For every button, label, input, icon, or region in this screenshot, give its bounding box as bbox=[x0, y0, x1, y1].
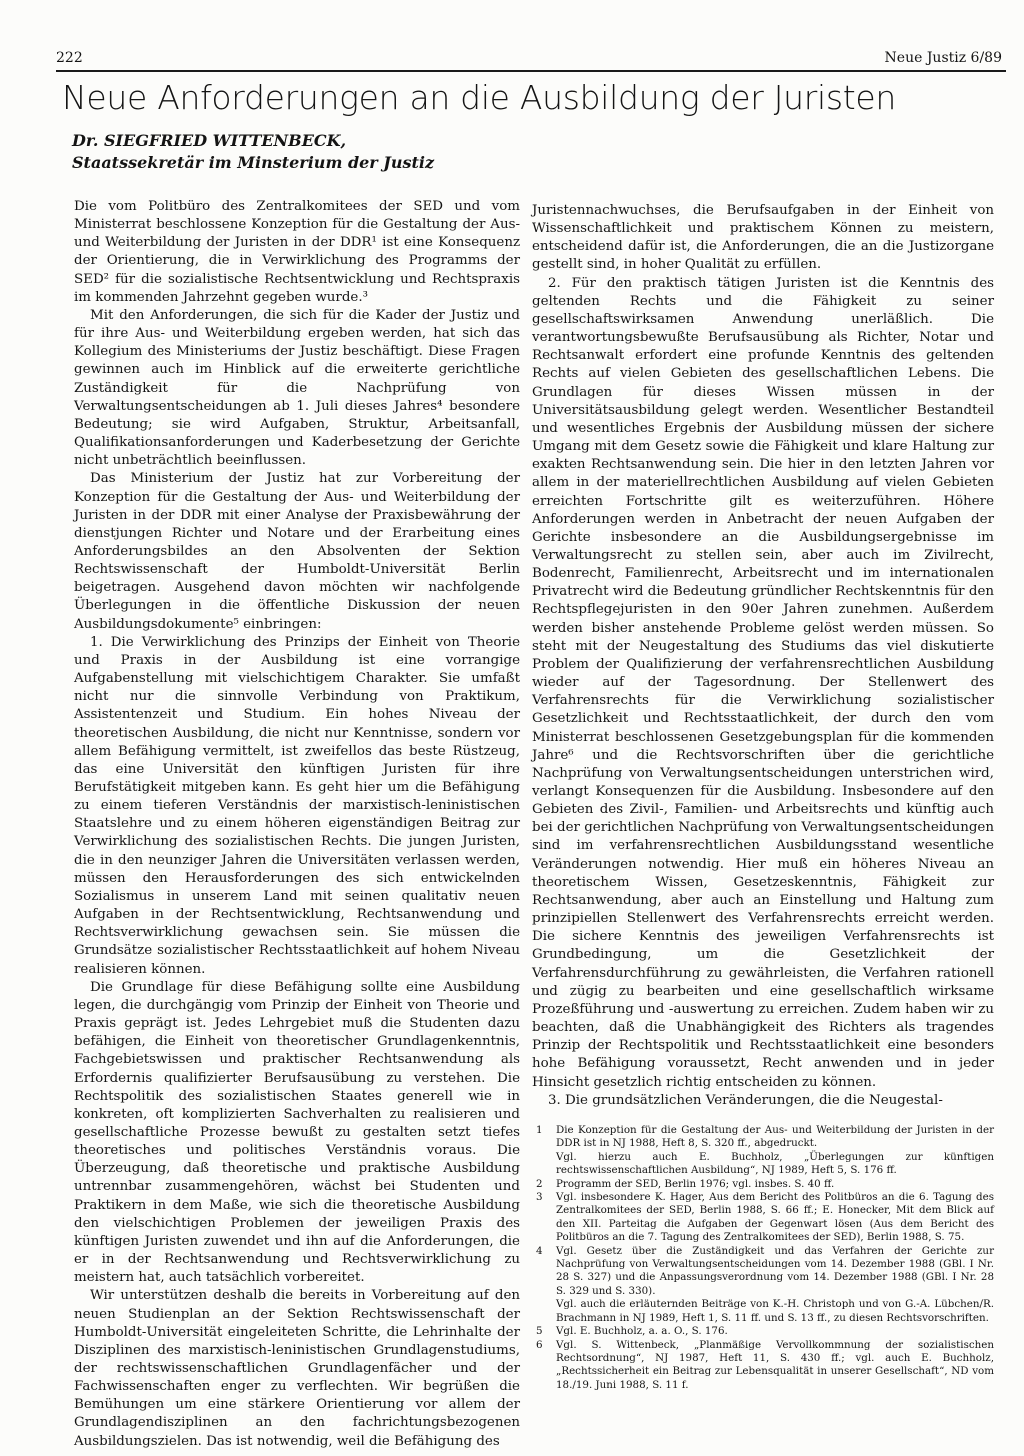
footnote bbox=[532, 1325, 994, 1338]
author-block bbox=[72, 130, 434, 174]
left-column bbox=[74, 198, 520, 1451]
footnote-text: Die Konzeption für die Gestaltung der Aus- und Weiterbildung der Juristen in der DDR ist in NJ 1988, Heft 8, S. 320 ff., abgedruckt. bbox=[556, 1124, 994, 1150]
footnotes bbox=[532, 1124, 994, 1392]
footnote-number: 4 bbox=[536, 1244, 543, 1257]
paragraph: 3. Die grundsätzlichen Veränderungen, die die Neugestal- bbox=[548, 1092, 943, 1108]
journal-issue: Neue Justiz 6/89 bbox=[884, 50, 1002, 66]
paragraph: 2. Für den praktisch tätigen Juristen ist die Kenntnis des geltenden Rechts und die Fähigkeit zu seiner gesellschaftswirksamen Anwendung unerläßlich. Die verantwortungsbewußte Berufsausübung als Richter, Notar und Rechtsanwalt erfordert eine profunde Kenntnis des geltenden Rechts auf vielen Gebieten des gesellschaftlichen Lebens. Die Grundlagen für dieses Wissen müssen in der Universitätsausbildung gelegt werden. Wesentlicher Bestandteil und wesentliches Ergebnis der Ausbildung müssen der sichere Umgang mit dem Gesetz sowie die Fähigkeit und klare Haltung zur exakten Rechtsanwendung sein. Die hier in den letzten Jahren vor allem in der materiellrechtlichen Ausbildung auf vielen Gebieten erreichten Fortschritte gilt es weiterzuführen. Höhere Anforderungen werden in Anbetracht der neuen Aufgaben der Gerichte insbesondere an die Ausbildungsergebnisse im Verwaltungsrecht zu stellen sein, aber auch im Zivilrecht, Bodenrecht, Familienrecht, Arbeitsrecht und im internationalen Privatrecht wird die Bedeutung gründlicher Rechtskenntnis für den Rechtspflegejuristen in den 90er Jahren zunehmen. Außerdem werden bisher anstehende Probleme gelöst werden müssen. So steht mit der Neugestaltung des Studiums das viel diskutierte Problem der Qualifizierung der verfahrensrechtlichen Ausbildung wieder auf der Tagesordnung. Der Stellenwert des Verfahrensrechts für die Verwirklichung sozialistischer Gesetzlichkeit und Rechtsstaatlichkeit, der durch den vom Ministerrat beschlossenen Gesetzgebungsplan für die kommenden Jahre⁶ und die Rechtsvorschriften über die gerichtliche Nachprüfung von Verwaltungsentscheidungen unterstrichen wird, verlangt Konsequenzen für die Ausbildung. Insbesondere auf den Gebieten des Zivil-, Familien- und Arbeitsrechts und künftig auch bei der gerichtlichen Nachprüfung von Verwaltungsentscheidungen sind im verfahrensrechtlichen Ausbildungsstand wesentliche Veränderungen notwendig. Hier muß ein höheres Niveau an theoretischem Wissen, Gesetzeskenntnis, Fähigkeit zur Rechtsanwendung, aber auch an Einstellung und Haltung zum prinzipiellen Stellenwert des Verfahrensrechts erreicht werden. Die sichere Kenntnis des jeweiligen Verfahrensrechts ist Grundbedingung, um die Gesetzlichkeit der Verfahrensdurchführung zu gewährleisten, die Verfahren rationell und zügig zu bearbeiten und eine gesellschaftlich wirksame Prozeßführung und -auswertung zu erreichen. Zudem haben wir zu beachten, daß die Unabhängigkeit des Richters als tragendes Prinzip der Rechtspolitik und Rechtsstaatlichkeit eine besonders hohe Befähigung voraussetzt, Recht anwenden und in jeder Hinsicht gesetzlich richtig entscheiden zu können. bbox=[532, 275, 994, 1090]
paragraph: Mit den Anforderungen, die sich für die Kader der Justiz und für ihre Aus- und Weiterbildung ergeben werden, hat sich das Kollegium des Ministeriums der Justiz beschäftigt. Diese Fragen gewinnen auch im Hinblick auf die erweiterte gerichtliche Zuständigkeit für die Nachprüfung von Verwaltungsentscheidungen ab 1. Juli dieses Jahres⁴ besondere Bedeutung; sie wird Aufgaben, Struktur, Arbeitsanfall, Qualifikationsanforderungen und Kaderbesetzung der Gerichte nicht unbeträchtlich beeinflussen. bbox=[74, 307, 520, 469]
author-role: Staatssekretär im Minsterium der Justiz bbox=[72, 153, 435, 172]
paragraph: 1. Die Verwirklichung des Prinzips der Einheit von Theorie und Praxis in der Ausbildung ist eine vorrangige Aufgabenstellung mit vielschichtigem Charakter. Sie umfaßt nicht nur die sinnvolle Verbindung von Praktikum, Assistentenzeit und Studium. Ein hohes Niveau der theoretischen Ausbildung, die nicht nur Kenntnisse, sondern vor allem Befähigung vermittelt, ist zweifellos das beste Rüstzeug, das eine Universität den künftigen Juristen für ihre Berufstätigkeit mitgeben kann. Es geht hier um die Befähigung zu einem tieferen Verständnis der marxistisch-leninistischen Staatslehre und zu einem höheren eigenständigen Beitrag zur Verwirklichung des sozialistischen Rechts. Die jungen Juristen, die in den neunziger Jahren die Universitäten verlassen werden, müssen den Herausforderungen des sich entwickelnden Sozialismus in unserem Land mit seinen qualitativ neuen Aufgaben in der Rechtsentwicklung, Rechtsanwendung und Rechtsverwirklichung gewachsen sein. Sie müssen die Grundsätze sozialistischer Rechtsstaatlichkeit auf hohem Niveau realisieren können. bbox=[74, 634, 520, 977]
paragraph: Wir unterstützen deshalb die bereits in Vorbereitung auf den neuen Studienplan an der Sektion Rechtswissenschaft der Humboldt-Universität eingeleiteten Schritte, die Lehrinhalte der Disziplinen des marxistisch-leninistischen Grundlagenstudiums, der rechtswissenschaftlichen Grundlagenfächer und der Fachwissenschaften enger zu verflechten. Wir begrüßen die Bemühungen um eine stärkere Orientierung vor allem der Grundlagendisziplinen an den fachrichtungsbezogenen Ausbildungszielen. Das ist notwendig, weil die Befähigung des bbox=[74, 1288, 520, 1449]
paragraph: Die Grundlage für diese Befähigung sollte eine Ausbildung legen, die durchgängig vom Prinzip der Einheit von Theorie und Praxis geprägt ist. Jedes Lehrgebiet muß die Studenten dazu befähigen, die Einheit von theoretischer Grundlagenkenntnis, Fachgebietswissen und praktischer Rechtsanwendung als Erfordernis qualifizierter Berufsausübung zu verstehen. Die Rechtspolitik des sozialistischen Staates generell wie in konkreten, oft komplizierten Sachverhalten zu realisieren und gesellschaftliche Prozesse bewußt zu gestalten setzt tiefes theoretisches und politisches Verständnis voraus. Die Überzeugung, daß theoretische und praktische Ausbildung untrennbar zusammengehören, wächst bei Studenten und Praktikern in dem Maße, wie sich die theoretische Ausbildung den vielschichtigen Problemen der jeweiligen Praxis des künftigen Juristen zuwendet und ihn auf die Anforderungen, die er in der Rechtsanwendung und Rechtsverwirklichung zu meistern hat, auch tatsächlich vorbereitet. bbox=[74, 979, 520, 1286]
paragraph: Juristennachwuchses, die Berufsaufgaben in der Einheit von Wissenschaftlichkeit und praktischem Können zu meistern, entscheidend dafür ist, die Anforderungen, die an die Justizorgane gestellt sind, in hoher Qualität zu erfüllen. bbox=[532, 203, 994, 273]
footnote bbox=[532, 1191, 994, 1245]
footnote-number: 5 bbox=[536, 1325, 543, 1338]
footnote-number: 1 bbox=[536, 1124, 543, 1136]
footnote-text: Vgl. S. Wittenbeck, „Planmäßige Vervollkommnung der sozialistischen Rechtsordnung“, NJ 1987, Heft 11, S. 430 ff.; vgl. auch E. Buchholz, „Rechtssicherheit ein Beitrag zur Lebensqualität in unserer Gesellschaft“, ND vom 18./19. Juni 1988, S. 11 f. bbox=[556, 1338, 994, 1391]
footnote-number: 6 bbox=[536, 1338, 543, 1351]
footnote-text: Vgl. Gesetz über die Zuständigkeit und das Verfahren der Gerichte zur Nachprüfung von Verwaltungsentscheidungen vom 14. Dezember 1988 (GBl. I Nr. 28 S. 327) und die Anpassungsverordnung vom 14. Dezember 1988 (GBl. I Nr. 28 S. 329 und S. 330). bbox=[556, 1244, 994, 1297]
article-title: Neue Anforderungen an die Ausbildung der Juristen bbox=[62, 78, 897, 117]
footnote bbox=[532, 1339, 994, 1393]
footnote-text: Programm der SED, Berlin 1976; vgl. insbes. S. 40 ff. bbox=[556, 1177, 835, 1190]
footnote bbox=[532, 1124, 994, 1178]
paragraph: Das Ministerium der Justiz hat zur Vorbereitung der Konzeption für die Gestaltung der Aus- und Weiterbildung der Juristen in der DDR mit einer Analyse der Praxisbewährung der dienstjungen Richter und Notare und der Erarbeitung eines Anforderungsbildes an den Absolventen der Sektion Rechtswissenschaft der Humboldt-Universität Berlin beigetragen. Ausgehend davon möchten wir nachfolgende Überlegungen in die öffentliche Diskussion der neuen Ausbildungsdokumente⁵ einbringen: bbox=[74, 471, 520, 632]
footnote-number: 2 bbox=[536, 1177, 543, 1190]
footnote-number: 3 bbox=[536, 1191, 543, 1204]
footnote bbox=[532, 1178, 994, 1191]
paragraph: Die vom Politbüro des Zentralkomitees der SED und vom Ministerrat beschlossene Konzeption für die Gestaltung der Aus- und Weiterbildung der Juristen in der DDR¹ ist eine Konsequenz der Orientierung, die in Verwirklichung des Programms der SED² für die sozialistische Rechtsentwicklung und Rechtspraxis im kommenden Jahrzehnt gegeben wurde.³ bbox=[74, 199, 520, 305]
footnote-text: Vgl. E. Buchholz, a. a. O., S. 176. bbox=[556, 1325, 728, 1338]
page-number: 222 bbox=[56, 50, 83, 66]
footnote-text: Vgl. insbesondere K. Hager, Aus dem Bericht des Politbüros an die 6. Tagung des Zentralkomitees der SED, Berlin 1988, S. 66 ff.; E. Honecker, Mit dem Blick auf den XII. Parteitag die Aufgaben der Gegenwart lösen (Aus dem Bericht des Politbüros an die 7. Tagung des Zentralkomitees der SED), Berlin 1988, S. 75. bbox=[556, 1191, 994, 1244]
author-name: Dr. SIEGFRIED WITTENBECK, bbox=[72, 131, 347, 150]
running-header bbox=[56, 48, 1006, 72]
footnote bbox=[532, 1245, 994, 1325]
footnote-subtext: Vgl. auch die erläuternden Beiträge von K.-H. Christoph und von G.-A. Lübchen/R. Brachmann in NJ 1989, Heft 1, S. 11 ff. und S. 13 ff., zu diesen Rechtsvorschriften. bbox=[556, 1298, 994, 1324]
footnote-subtext: Vgl. hierzu auch E. Buchholz, „Überlegungen zur künftigen rechtswissenschaftlichen Ausbildung“, NJ 1989, Heft 5, S. 176 ff. bbox=[556, 1150, 994, 1177]
right-column bbox=[532, 202, 994, 1110]
